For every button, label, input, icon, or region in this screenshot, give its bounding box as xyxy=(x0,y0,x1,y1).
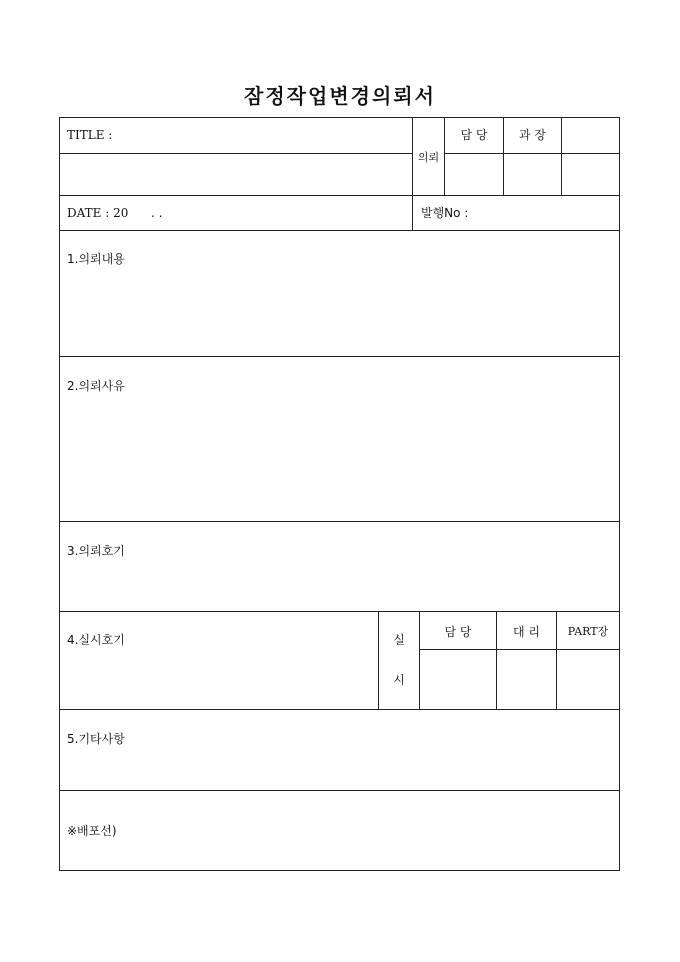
title-label: TITLE : xyxy=(67,128,113,142)
impl-approval-head-2: 대 리 xyxy=(513,625,540,639)
section-1-bottom xyxy=(59,356,620,357)
date-bottom-line xyxy=(59,230,620,231)
impl-side-2: 시 xyxy=(393,673,405,687)
impl-side-1: 실 xyxy=(393,633,405,647)
section-5-bottom xyxy=(59,790,620,791)
section-4-bottom xyxy=(59,709,620,710)
header-vline-4 xyxy=(561,117,562,195)
date-label: DATE : 20 xyxy=(67,206,129,220)
impl-vline-1 xyxy=(378,611,379,709)
section-3-bottom xyxy=(59,611,620,612)
distribution-label: ※배포선) xyxy=(67,824,117,838)
request-reason-label: 2.의뢰사유 xyxy=(67,379,125,393)
date-dots: . . xyxy=(151,206,163,220)
request-label: 의뢰 xyxy=(417,151,440,164)
approval-head-1: 담 당 xyxy=(460,128,488,142)
issue-no-label: 발행No : xyxy=(421,206,469,220)
request-content-label: 1.의뢰내용 xyxy=(67,252,125,266)
border-bottom xyxy=(59,870,620,871)
request-unit-label: 3.의뢰호기 xyxy=(67,544,125,558)
request-form xyxy=(59,117,620,871)
approval-divider xyxy=(444,153,620,154)
title-divider xyxy=(59,153,412,154)
form-title: 잠정작업변경의뢰서 xyxy=(244,84,436,108)
other-notes-label: 5.기타사항 xyxy=(67,732,125,746)
impl-approval-divider xyxy=(419,649,620,650)
border-top xyxy=(59,117,620,118)
impl-approval-head-1: 담 당 xyxy=(444,625,472,639)
section-2-bottom xyxy=(59,521,620,522)
approval-head-2: 과 장 xyxy=(519,128,546,142)
header-bottom-line xyxy=(59,195,620,196)
impl-unit-label: 4.실시호기 xyxy=(67,633,125,647)
impl-approval-head-3: PART장 xyxy=(567,625,609,638)
header-vline-1 xyxy=(412,117,413,230)
